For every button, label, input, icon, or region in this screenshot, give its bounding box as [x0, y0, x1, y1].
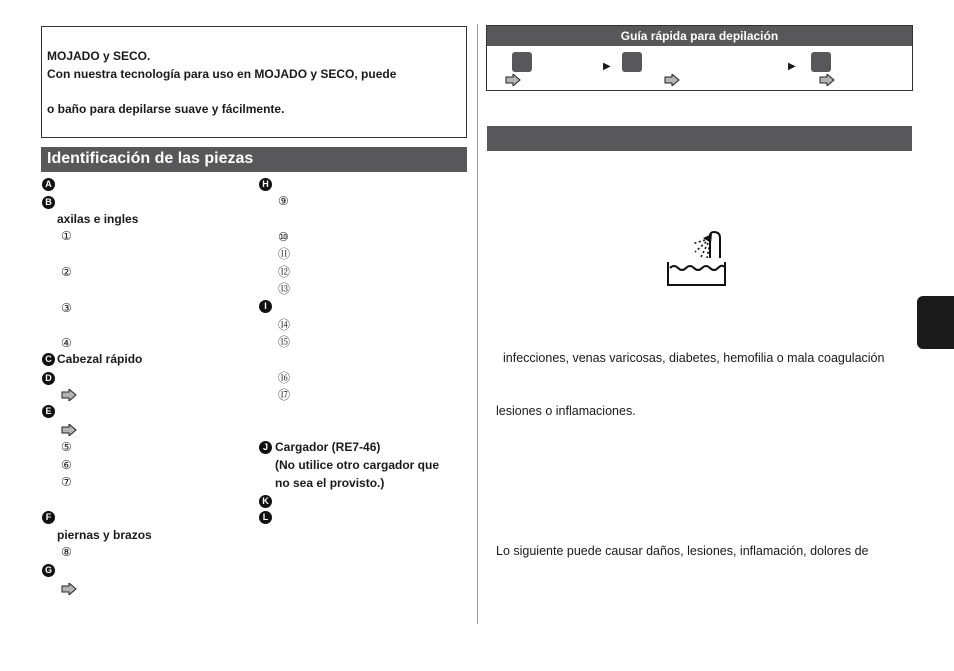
guide-step-3: [811, 52, 831, 72]
arrow-right-icon: [505, 74, 521, 86]
right-text-1: infecciones, venas varicosas, diabetes, hemofilia o mala coagulación: [503, 351, 885, 365]
guide-step-2: [622, 52, 642, 72]
marker-f: F: [42, 511, 55, 524]
f-text: piernas y brazos: [57, 528, 152, 542]
j-line-1: Cargador (RE7-46): [275, 440, 381, 454]
num-4: ④: [61, 336, 72, 350]
marker-l: L: [259, 511, 272, 524]
triangle-right-icon: ▶: [603, 61, 611, 72]
parts-heading-bar: [41, 147, 467, 172]
intro-box: [41, 26, 467, 138]
marker-k: K: [259, 495, 272, 508]
column-divider: [477, 24, 478, 624]
num-6: ⑥: [61, 458, 72, 472]
num-12: ⑫: [278, 265, 291, 279]
num-11: ⑪: [278, 247, 291, 261]
intro-line-2: Con nuestra tecnología para uso en MOJADO y SECO, puede: [47, 67, 397, 81]
marker-j: J: [259, 441, 272, 454]
quick-guide-header: [487, 26, 912, 46]
num-5: ⑤: [61, 440, 72, 454]
marker-c: C: [42, 353, 55, 366]
arrow-right-icon: [61, 389, 77, 401]
right-text-3: Lo siguiente puede causar daños, lesiones, inflamación, dolores de: [496, 544, 869, 558]
arrow-right-icon: [819, 74, 835, 86]
arrow-right-icon: [61, 424, 77, 436]
parts-heading: Identificación de las piezas: [47, 150, 254, 167]
num-9: ⑨: [278, 194, 289, 208]
marker-h: H: [259, 178, 272, 191]
b-text: axilas e ingles: [57, 212, 139, 226]
j-line-2: (No utilice otro cargador que: [275, 458, 440, 472]
num-1: ①: [61, 229, 72, 243]
quick-guide-title: Guía rápida para depilación: [620, 29, 779, 43]
guide-step-1: [512, 52, 532, 72]
arrow-right-icon: [61, 583, 77, 595]
num-7: ⑦: [61, 475, 72, 489]
num-10: ⑩: [278, 230, 289, 244]
num-8: ⑧: [61, 545, 72, 559]
marker-d: D: [42, 372, 55, 385]
right-text-2: lesiones o inflamaciones.: [496, 404, 636, 418]
num-17: ⑰: [278, 388, 291, 402]
marker-e: E: [42, 405, 55, 418]
j-line-3: no sea el provisto.): [275, 476, 385, 490]
num-2: ②: [61, 265, 72, 279]
intro-line-1: MOJADO y SECO.: [47, 49, 151, 63]
c-text: Cabezal rápido: [57, 352, 143, 366]
num-13: ⑬: [278, 282, 291, 296]
section-bar: [487, 126, 912, 151]
marker-i: I: [259, 300, 272, 313]
marker-b: B: [42, 196, 55, 209]
marker-g: G: [42, 564, 55, 577]
num-15: ⑮: [278, 335, 291, 349]
arrow-right-icon: [664, 74, 680, 86]
section-tab: [917, 296, 954, 349]
intro-line-3: o baño para depilarse suave y fácilmente.: [47, 102, 285, 116]
num-16: ⑯: [278, 371, 291, 385]
triangle-right-icon: ▶: [788, 61, 796, 72]
num-3: ③: [61, 301, 72, 315]
marker-a: A: [42, 178, 55, 191]
shower-bath-icon: [665, 230, 731, 288]
num-14: ⑭: [278, 318, 291, 332]
